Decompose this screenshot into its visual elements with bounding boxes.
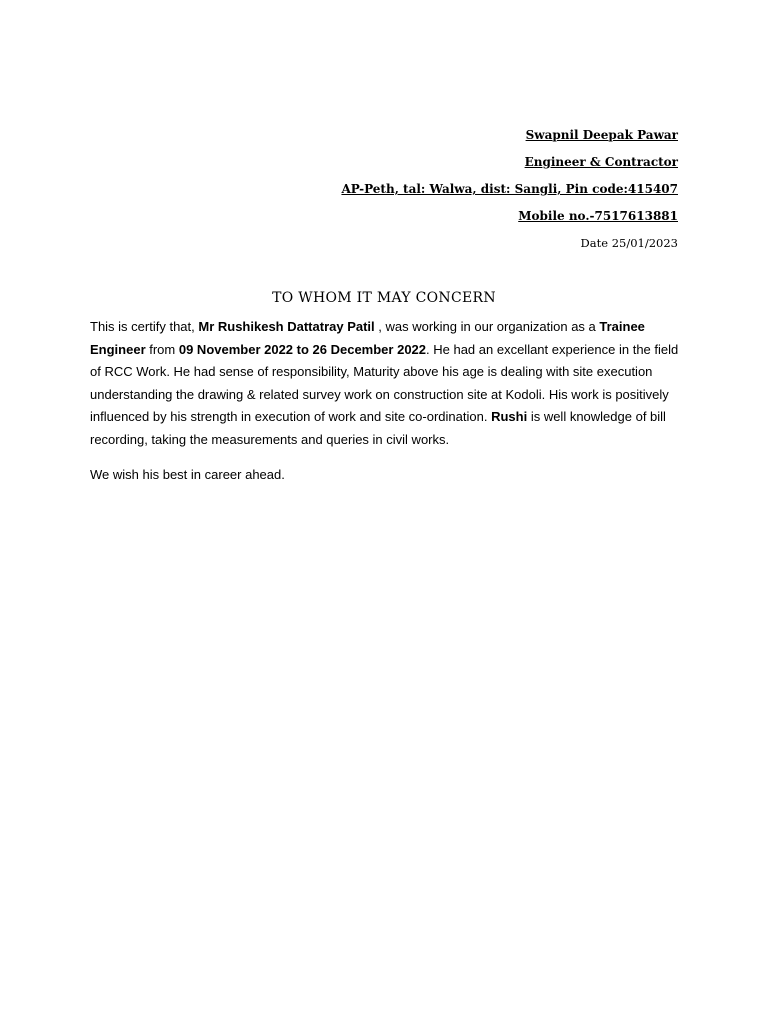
body-paragraph-2: We wish his best in career ahead. xyxy=(90,466,285,482)
sender-title: Engineer & Contractor xyxy=(524,155,678,169)
letter-heading: TO WHOM IT MAY CONCERN xyxy=(272,290,496,306)
letterhead xyxy=(341,126,678,252)
p1-text-4: . He had an excellant experience in the field of RCC Work. He had sense of responsibility, Maturity above his age is dealing with site execution understanding the drawing & related survey work on construction site at Kodoli. His work is positively influenced by his strength in execution of work and site co-ordination. xyxy=(90,341,679,425)
sender-mobile: Mobile no.-7517613881 xyxy=(518,209,678,223)
body-paragraph-1 xyxy=(90,316,686,452)
work-period: 09 November 2022 to 26 December 2022 xyxy=(178,341,427,357)
trainee-role: Trainee Engineer xyxy=(90,319,645,357)
sender-address: AP-Peth, tal: Walwa, dist: Sangli, Pin code:415407 xyxy=(341,182,678,196)
sender-name: Swapnil Deepak Pawar xyxy=(525,128,678,142)
p1-text-1: This is certify that, xyxy=(90,319,199,334)
letter-date: Date 25/01/2023 xyxy=(580,236,678,250)
p1-text-5: is well knowledge of bill recording, taking the measurements and queries in civil works. xyxy=(90,409,666,447)
trainee-name: Mr Rushikesh Dattatray Patil xyxy=(198,319,375,334)
trainee-nickname: Rushi xyxy=(491,409,528,425)
p1-text-2: , was working in our organization as a xyxy=(374,319,600,334)
p1-text-3: from xyxy=(145,341,179,357)
letter-body xyxy=(90,316,686,498)
